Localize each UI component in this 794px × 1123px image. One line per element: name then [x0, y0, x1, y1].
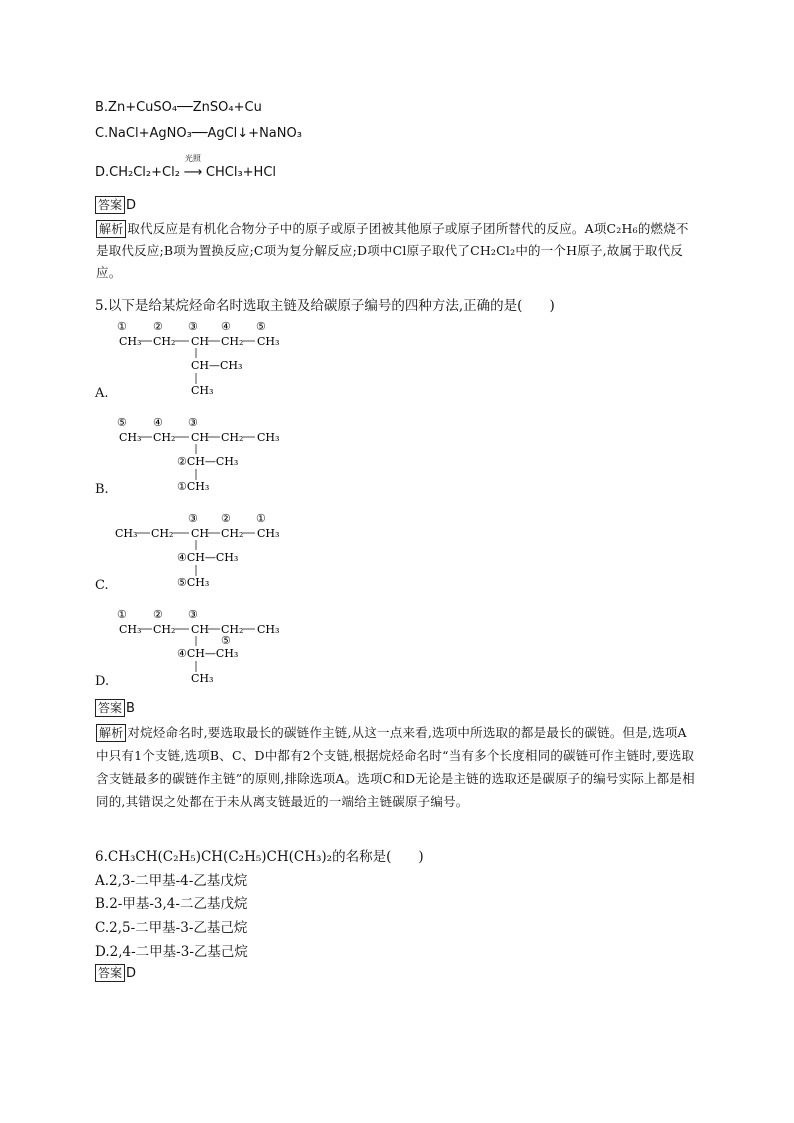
branch-group: ④CH—CH₃	[177, 551, 239, 564]
carbon-number: ②	[221, 512, 231, 525]
structural-formula	[95, 318, 315, 408]
analysis-text: 取代反应是有机化合物分子中的原子或原子团被其他原子或原子团所替代的反应。A项C₂H₆的燃烧不是取代反应;B项为置换反应;C项为复分解反应;D项中Cl原子取代了CH₂Cl₂中的一个H原子,故属于取代反应。	[96, 221, 689, 280]
q4-option-d-reactants: D.CH₂Cl₂+Cl₂	[95, 165, 180, 180]
main-chain-group: CH₃	[119, 335, 142, 348]
q4-analysis	[96, 218, 696, 284]
carbon-number: ①	[117, 608, 127, 621]
main-chain-group: CH₂	[221, 335, 244, 348]
branch-end-group: CH₃	[191, 672, 214, 685]
option-letter: C.	[95, 578, 109, 593]
carbon-number: ③	[188, 512, 198, 525]
carbon-number: ⑤	[256, 320, 266, 333]
main-chain-group: CH₃	[257, 431, 280, 444]
q5-option-a	[95, 318, 315, 408]
main-chain-group: CH	[191, 431, 210, 444]
main-chain-group: CH₃	[119, 431, 142, 444]
q4-answer	[95, 196, 136, 214]
q4-option-b: B.Zn+CuSO₄──ZnSO₄+Cu	[95, 100, 262, 115]
q4-option-c: C.NaCl+AgNO₃──AgCl↓+NaNO₃	[95, 126, 302, 141]
q4-option-d-products: CHCl₃+HCl	[205, 165, 277, 180]
branch-group: CH—CH₃	[191, 359, 243, 372]
q6-option-d: D.2,4-二甲基-3-乙基己烷	[95, 944, 248, 960]
q6-stem: 6.CH₃CH(C₂H₅)CH(C₂H₅)CH(CH₃)₂的名称是( )	[95, 849, 424, 865]
q6-option-b: B.2-甲基-3,4-二乙基戊烷	[95, 896, 248, 912]
q5-option-b	[95, 414, 315, 504]
main-chain-group: CH	[191, 335, 210, 348]
branch-group: ②CH—CH₃	[177, 455, 239, 468]
main-chain-group: CH₃	[115, 527, 138, 540]
carbon-number: ④	[153, 416, 163, 429]
answer-label: 答案	[95, 196, 125, 214]
option-letter: B.	[95, 482, 109, 497]
branch-end-group: CH₃	[191, 384, 214, 397]
option-letter: A.	[95, 386, 109, 401]
main-chain-group: CH₃	[257, 335, 280, 348]
carbon-number: ⑤	[117, 416, 127, 429]
answer-value: B	[126, 701, 135, 716]
analysis-text: 对烷烃命名时,要选取最长的碳链作主链,从这一点来看,选项中所选取的都是最长的碳链。但是,选项A中只有1个支链,选项B、C、D中都有2个支链,根据烷烃命名时“当有多个长度相同的碳链可作主链时,要选取含支链最多的碳链作主链”的原则,排除选项A。选项C和D无论是主链的选取还是碳原子的编号实际上都是相同的,其错误之处都在于未从离支链最近的一端给主链碳原子编号。	[96, 725, 695, 809]
main-chain-group: CH	[191, 623, 210, 636]
main-chain-group: CH₂	[153, 623, 176, 636]
carbon-number: ②	[153, 320, 163, 333]
carbon-number: ⑤	[221, 634, 231, 647]
main-chain-group: CH	[191, 527, 210, 540]
main-chain-group: CH₃	[257, 527, 280, 540]
analysis-label: 解析	[96, 724, 126, 742]
main-chain-group: CH₂	[153, 431, 176, 444]
answer-label: 答案	[95, 964, 125, 982]
structural-formula	[95, 414, 315, 504]
main-chain-group: CH₂	[221, 623, 244, 636]
q6-answer	[95, 964, 136, 982]
q5-option-c	[95, 510, 315, 600]
q4-option-d	[95, 154, 277, 180]
branch-end-group: ⑤CH₃	[177, 576, 210, 589]
structural-formula	[95, 606, 315, 696]
reaction-arrow: ⟶	[183, 165, 203, 180]
carbon-number: ②	[153, 608, 163, 621]
q6-option-c: C.2,5-二甲基-3-乙基己烷	[95, 920, 248, 936]
main-chain-group: CH₂	[153, 335, 176, 348]
main-chain-group: CH₂	[221, 431, 244, 444]
carbon-number: ①	[256, 512, 266, 525]
structural-formula	[95, 510, 315, 600]
q6-option-a: A.2,3-二甲基-4-乙基戊烷	[95, 873, 248, 889]
carbon-number: ①	[117, 320, 127, 333]
answer-value: D	[126, 966, 137, 981]
main-chain-group: CH₂	[221, 527, 244, 540]
q5-analysis	[96, 721, 696, 813]
branch-end-group: ①CH₃	[177, 480, 210, 493]
q5-stem: 5.以下是给某烷烃命名时选取主链及给碳原子编号的四种方法,正确的是( )	[95, 298, 555, 314]
carbon-number: ③	[188, 320, 198, 333]
main-chain-group: CH₃	[119, 623, 142, 636]
branch-group: ④CH—CH₃	[177, 647, 239, 660]
main-chain-group: CH₃	[257, 623, 280, 636]
q5-answer	[95, 699, 135, 717]
q5-option-d	[95, 606, 315, 696]
carbon-number: ③	[188, 608, 198, 621]
carbon-number: ④	[221, 320, 231, 333]
option-letter: D.	[95, 674, 110, 689]
main-chain-group: CH₂	[151, 527, 174, 540]
analysis-label: 解析	[96, 220, 126, 238]
answer-label: 答案	[95, 699, 125, 717]
answer-value: D	[126, 198, 137, 213]
carbon-number: ③	[188, 416, 198, 429]
reaction-condition: 光照	[184, 154, 201, 163]
